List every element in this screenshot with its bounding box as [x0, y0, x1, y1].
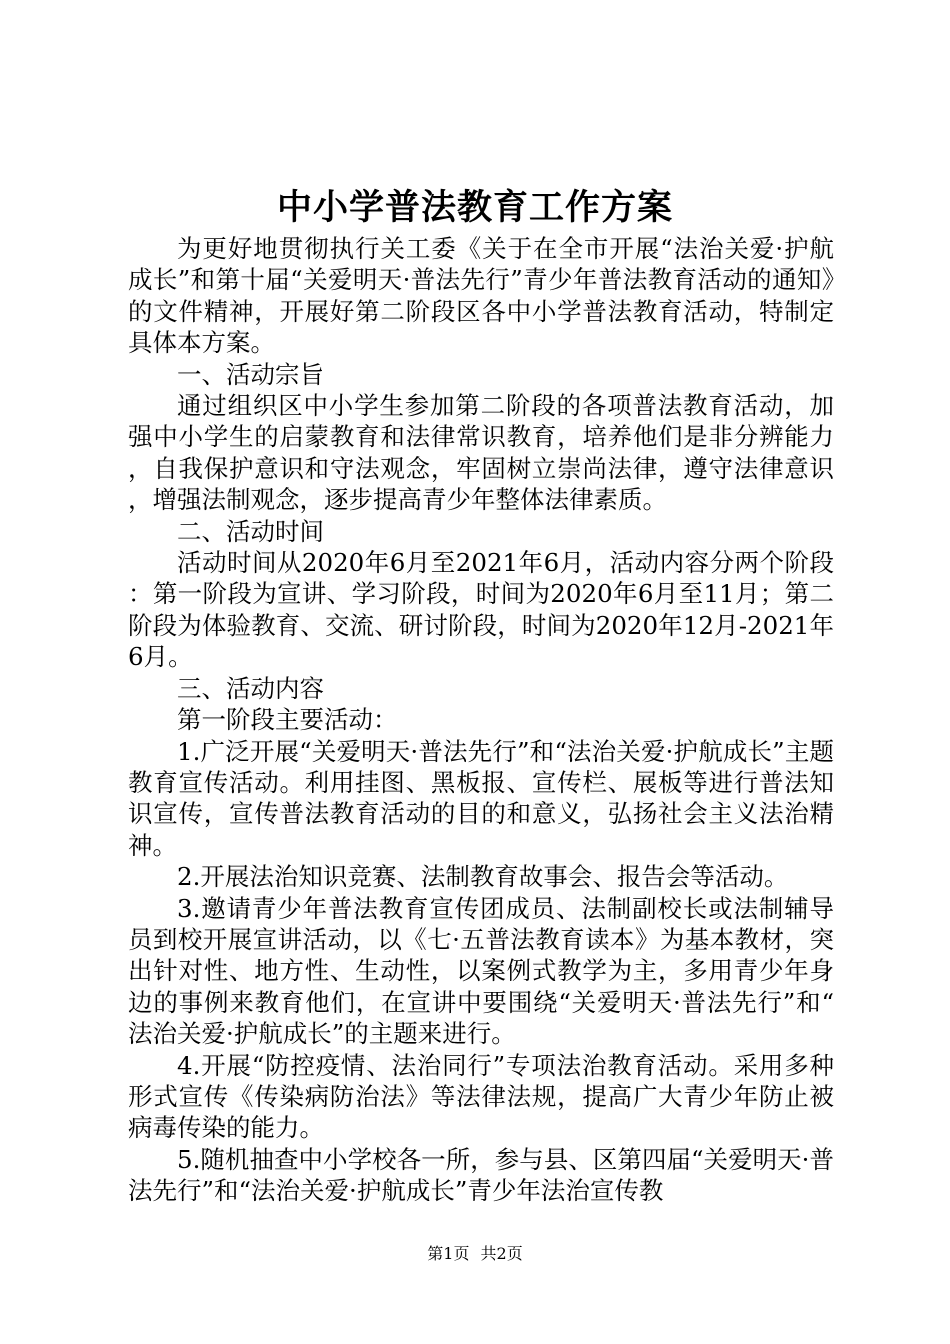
page-total: 共2页: [480, 1244, 523, 1263]
list-item-3: 3.邀请青少年普法教育宣传团成员、法制副校长或法制辅导员到校开展宣讲活动，以《七·五普法教育读本》为基本教材，突出针对性、地方性、生动性，以案例式教学为主，多用青少年身边的事例来教育他们，在宣讲中要围绕“关爱明天·普法先行”和“法治关爱·护航成长”的主题来进行。: [128, 893, 834, 1049]
document-title: 中小学普法教育工作方案: [276, 187, 673, 228]
purpose-paragraph: 通过组织区中小学生参加第二阶段的各项普法教育活动，加强中小学生的启蒙教育和法律常识教育，培养他们是非分辨能力，自我保护意识和守法观念，牢固树立崇尚法律，遵守法律意识，增强法制观念，逐步提高青少年整体法律素质。: [128, 391, 834, 515]
intro-paragraph: 为更好地贯彻执行关工委《关于在全市开展“法治关爱·护航成长”和第十届“关爱明天·普法先行”青少年普法教育活动的通知》的文件精神，开展好第二阶段区各中小学普法教育活动，特制定具体本方案。: [128, 234, 834, 358]
page-number: 第1页: [427, 1244, 470, 1263]
list-item-1: 1.广泛开展“关爱明天·普法先行”和“法治关爱·护航成长”主题教育宣传活动。利用挂图、黑板报、宣传栏、展板等进行普法知识宣传，宣传普法教育活动的目的和意义，弘扬社会主义法治精神。: [128, 736, 834, 860]
section-heading-time: 二、活动时间: [177, 516, 324, 546]
document-body: [128, 233, 834, 1207]
list-item-5: 5.随机抽查中小学校各一所，参与县、区第四届“关爱明天·普法先行”和“法治关爱·护航成长”青少年法治宣传教: [128, 1144, 834, 1206]
list-item-4: 4.开展“防控疫情、法治同行”专项法治教育活动。采用多种形式宣传《传染病防治法》等法律法规，提高广大青少年防止被病毒传染的能力。: [128, 1050, 834, 1143]
time-paragraph: 活动时间从2020年6月至2021年6月，活动内容分两个阶段：第一阶段为宣讲、学习阶段，时间为2020年6月至11月；第二阶段为体验教育、交流、研讨阶段，时间为2020年12月-2021年6月。: [128, 548, 834, 672]
section-heading-content: 三、活动内容: [177, 673, 324, 703]
list-item-2: 2.开展法治知识竞赛、法制教育故事会、报告会等活动。: [177, 862, 789, 892]
section-heading-purpose: 一、活动宗旨: [177, 359, 324, 389]
page-footer: [0, 1243, 950, 1265]
stage-one-heading: 第一阶段主要活动：: [177, 705, 398, 735]
